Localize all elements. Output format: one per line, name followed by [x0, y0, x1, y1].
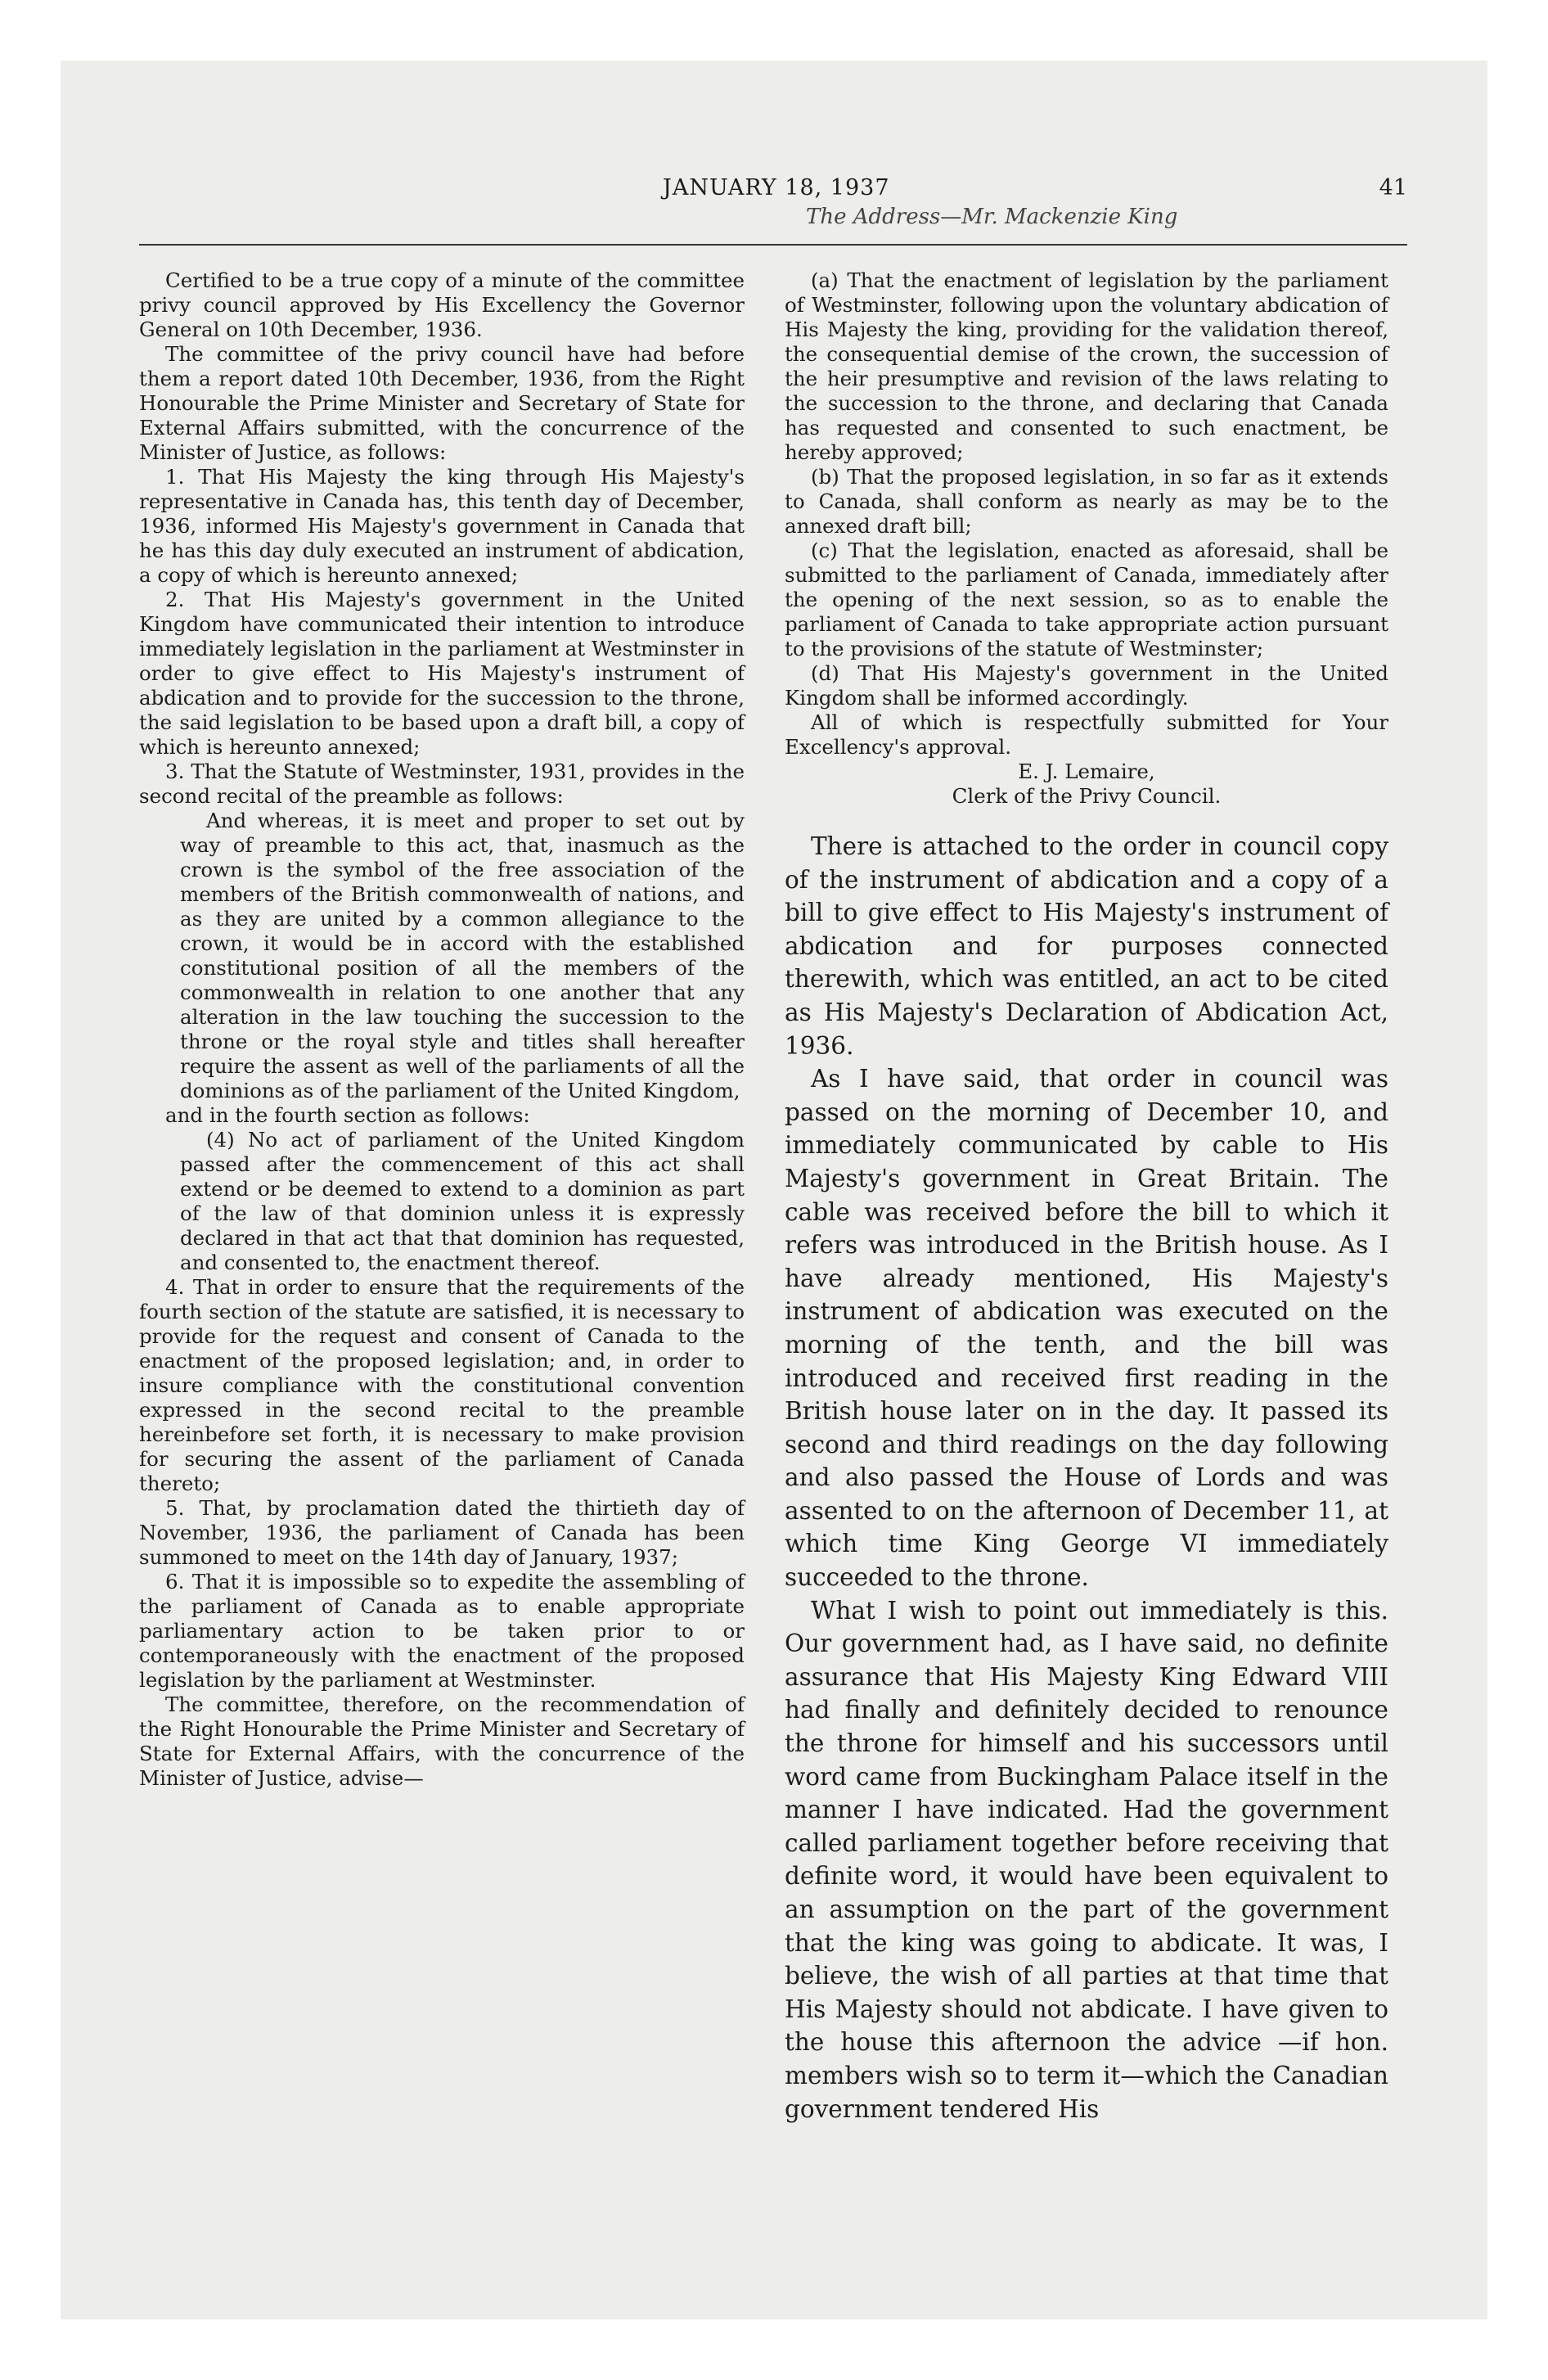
paragraph: 5. That, by proclamation dated the thirtieth day of November, 1936, the parliament of Canada has been summoned to meet on the 14th day of January, 1937;: [139, 1496, 745, 1569]
header-subtitle: The Address—Mr. Mackenzie King: [806, 205, 1178, 229]
quoted-preamble: And whereas, it is meet and proper to set out by way of preamble to this act, that, inasmuch as the crown is the symbol of the free association of the members of the British commonwealth of nations, and as they are united by a common allegiance to the crown, it would be in accord with the established constitutional position of all the members of the commonwealth in relation to one another that any alteration in the law touching the succession to the throne or the royal style and titles shall hereafter require the assent as well of the parliaments of all the dominions as of the parliament of the United Kingdom,: [180, 809, 745, 1102]
signature-name: E. J. Lemaire,: [1018, 760, 1155, 783]
clause: (d) That His Majesty's government in the United Kingdom shall be informed accordingly.: [785, 661, 1388, 710]
paragraph: Certified to be a true copy of a minute of the committee privy council approved by His Excellency the Governor General on 10th December, 1936.: [139, 268, 745, 341]
paragraph: As I have said, that order in council was passed on the morning of December 10, and immediately communicated by cable to His Majesty's government in Great Britain. The cable was received before the bill to which it refers was introduced in the British house. As I have already mentioned, His Majesty's instrument of abdication was executed on the morning of the tenth, and the bill was introduced and received first reading in the British house later on in the day. It passed its second and third readings on the day following and also passed the House of Lords and was assented to on the afternoon of December 11, at which time King George VI immediately succeeded to the throne.: [785, 1065, 1388, 1592]
paragraph: 4. That in order to ensure that the requirements of the fourth section of the statute are satisfied, it is necessary to provide for the request and consent of Canada to the enactment of the proposed legislation; and, in order to insure compliance with the constitutional convention expressed in the second recital to the preamble hereinbefore set forth, it is necessary to make provision for securing the assent of the parliament of Canada thereto;: [139, 1275, 745, 1495]
paragraph: What I wish to point out immediately is this. Our government had, as I have said, no definite assurance that His Majesty King Edward VIII had finally and definitely decided to renounce the throne for himself and his successors until word came from Buckingham Palace itself in the manner I have indicated. Had the government called parliament together before receiving that definite word, it would have been equivalent to an assumption on the part of the government that the king was going to abdicate. It was, I believe, the wish of all parties at that time that His Majesty should not abdicate. I have given to the house this afternoon the advice —if hon. members wish so to term it—which the Canadian government tendered His: [785, 1596, 1388, 2123]
header-rule: [139, 244, 1407, 246]
paragraph: The committee of the privy council have had before them a report dated 10th December, 1936, from the Right Honourable the Prime Minister and Secretary of State for External Affairs submitted, with the concurrence of the Minister of Justice, as follows:: [139, 342, 745, 464]
paragraph: 6. That it is impossible so to expedite the assembling of the parliament of Canada as to enable appropriate parliamentary action to be taken prior to or contemporaneously with the enactment of the proposed legislation by the parliament at Westminster.: [139, 1570, 745, 1692]
right-column: [785, 268, 1388, 2125]
left-column: [139, 268, 745, 1791]
paragraph: 3. That the Statute of Westminster, 1931, provides in the second recital of the preamble as follows:: [139, 760, 745, 808]
clause: (c) That the legislation, enacted as aforesaid, shall be submitted to the parliament of Canada, immediately after the opening of the next session, so as to enable the parliament of Canada to take appropriate action pursuant to the provisions of the statute of Westminster;: [785, 539, 1388, 660]
speech-text: [785, 830, 1388, 2125]
paragraph: 2. That His Majesty's government in the United Kingdom have communicated their intention to introduce immediately legislation in the parliament at Westminster in order to give effect to His Majesty's instrument of abdication and to provide for the succession to the throne, the said legislation to be based upon a draft bill, a copy of which is hereunto annexed;: [139, 588, 745, 759]
signature-title: Clerk of the Privy Council.: [952, 784, 1222, 808]
paragraph: The committee, therefore, on the recommendation of the Right Honourable the Prime Minister and Secretary of State for External Affairs, with the concurrence of the Minister of Justice, advise—: [139, 1693, 745, 1790]
hansard-page: [139, 164, 1407, 2259]
page-number: 41: [1379, 175, 1407, 201]
clause: (a) That the enactment of legislation by the parliament of Westminster, following upon the voluntary abdication of His Majesty the king, providing for the validation thereof, the consequential demise of the crown, the succession of the heir presumptive and revision of the laws relating to the succession to the throne, and declaring that Canada has requested and consented to such enactment, be hereby approved;: [785, 268, 1388, 464]
clause: (b) That the proposed legislation, in so far as it extends to Canada, shall conform as nearly as may be to the annexed draft bill;: [785, 465, 1388, 538]
clause: All of which is respectfully submitted for Your Excellency's approval.: [785, 710, 1388, 759]
quoted-section-four: (4) No act of parliament of the United Kingdom passed after the commencement of this act shall extend or be deemed to extend to a dominion as part of the law of that dominion unless it is expressly declared in that act that that dominion has requested, and consented to, the enactment thereof.: [180, 1128, 745, 1274]
paragraph: 1. That His Majesty the king through His Majesty's representative in Canada has, this tenth day of December, 1936, informed His Majesty's government in Canada that he has this day duly executed an instrument of abdication, a copy of which is hereunto annexed;: [139, 465, 745, 587]
header-date: JANUARY 18, 1937: [663, 175, 890, 201]
order-in-council-clauses: [785, 268, 1388, 809]
paragraph: There is attached to the order in council copy of the instrument of abdication and a copy of a bill to give effect to His Majesty's instrument of abdication and for purposes connected therewith, which was entitled, an act to be cited as His Majesty's Declaration of Abdication Act, 1936.: [785, 832, 1388, 1060]
paragraph: and in the fourth section as follows:: [165, 1103, 530, 1127]
